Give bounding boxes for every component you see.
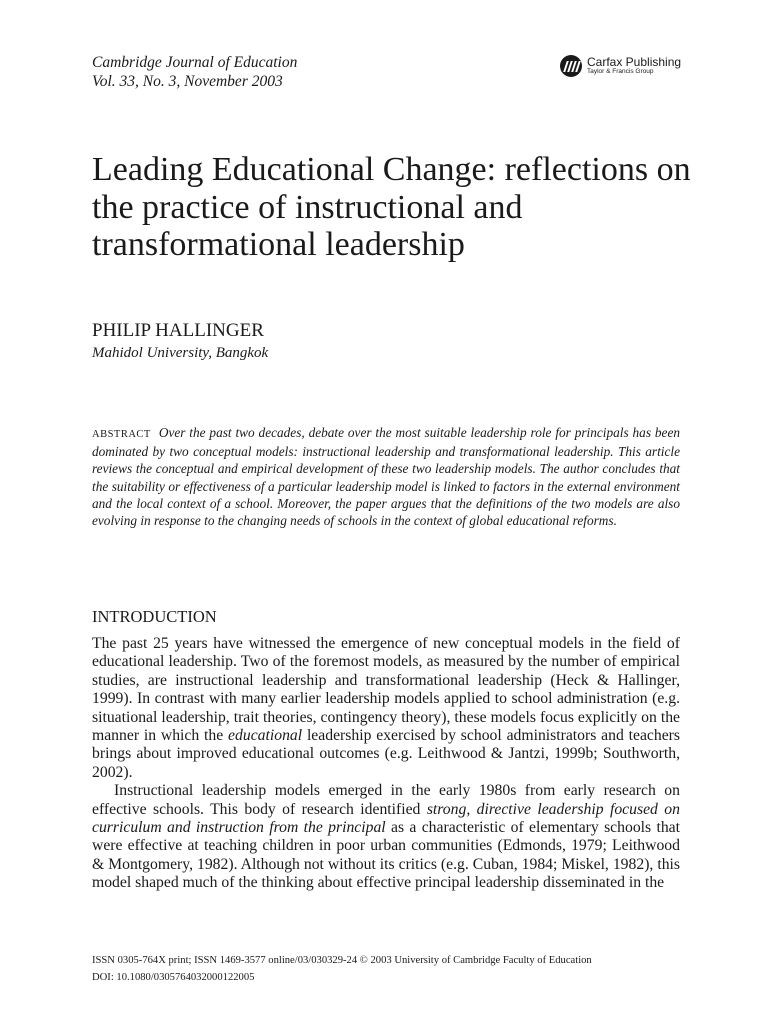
p2-text-a: Instructional leadership models emerged in the early 1980s from early research on effective schools. This body of research identified [92,782,680,818]
publisher-badge [560,55,681,77]
section-heading-introduction: INTRODUCTION [92,607,217,626]
body-paragraph-2 [92,782,680,892]
publisher-group: Taylor & Francis Group [587,68,654,75]
p1-text-a: The past 25 years have witnessed the emergence of new conceptual models in the field of educational leadership. Two of the foremost models, as measured by the number of empirical studies, are instructional leadership and transformational leadership (Heck & Hallinger, 1999). In contrast with many earlier leadership models applied to school administration (e.g. situational leadership, trait theories, contingency theory), these models focus explicitly on the manner in which the [92,635,680,745]
carfax-logo-icon [560,55,582,77]
abstract-label: ABSTRACT [92,429,151,440]
abstract-text: Over the past two decades, debate over the most suitable leadership role for principals has been dominated by two conceptual models: instructional leadership and transformational leadership. This article reviews the conceptual and empirical development of these two leadership models. The author concludes that the suitability or effectiveness of a particular leadership model is linked to factors in the external environment and the local context of a school. Moreover, the paper argues that the definitions of the two models are also evolving in response to the changing needs of schools in the context of global educational reforms. [92,425,680,529]
footer-doi: DOI: 10.1080/0305764032000122005 [92,972,255,983]
body-paragraph-1 [92,635,680,782]
journal-issue: Vol. 33, No. 3, November 2003 [92,73,283,90]
author-affiliation: Mahidol University, Bangkok [92,345,269,361]
publisher-text [587,56,681,76]
article-body [92,635,680,893]
p1-emphasis: educational [228,727,303,745]
footer-issn: ISSN 0305-764X print; ISSN 1469-3577 online/03/030329-24 © 2003 University of Cambridge Faculty of Education [92,955,592,966]
publisher-name: Carfax Publishing [587,55,682,69]
journal-name: Cambridge Journal of Education [92,54,298,71]
page-footer [92,952,592,986]
abstract [92,424,680,529]
author-name: PHILIP HALLINGER [92,320,264,341]
p2-text-b: as a characteristic of elementary schools that were effective at teaching children in poor urban communities (Edmonds, 1979; Leithwood & Montgomery, 1982). Although not without its critics (e.g. Cuban, 1984; Miskel, 1982), this model shaped much of the thinking about effective principal leadership disseminated in the [92,819,680,892]
article-title: Leading Educational Change: reflections on the practice of instructional and transformational leadership [92,151,691,263]
p2-emphasis: strong, directive leadership focused on curriculum and instruction from the principal [92,800,680,837]
journal-header [92,53,297,91]
p1-text-b: leadership exercised by school administrators and teachers brings about improved educational outcomes (e.g. Leithwood & Jantzi, 1999b; Southworth, 2002). [92,727,681,781]
